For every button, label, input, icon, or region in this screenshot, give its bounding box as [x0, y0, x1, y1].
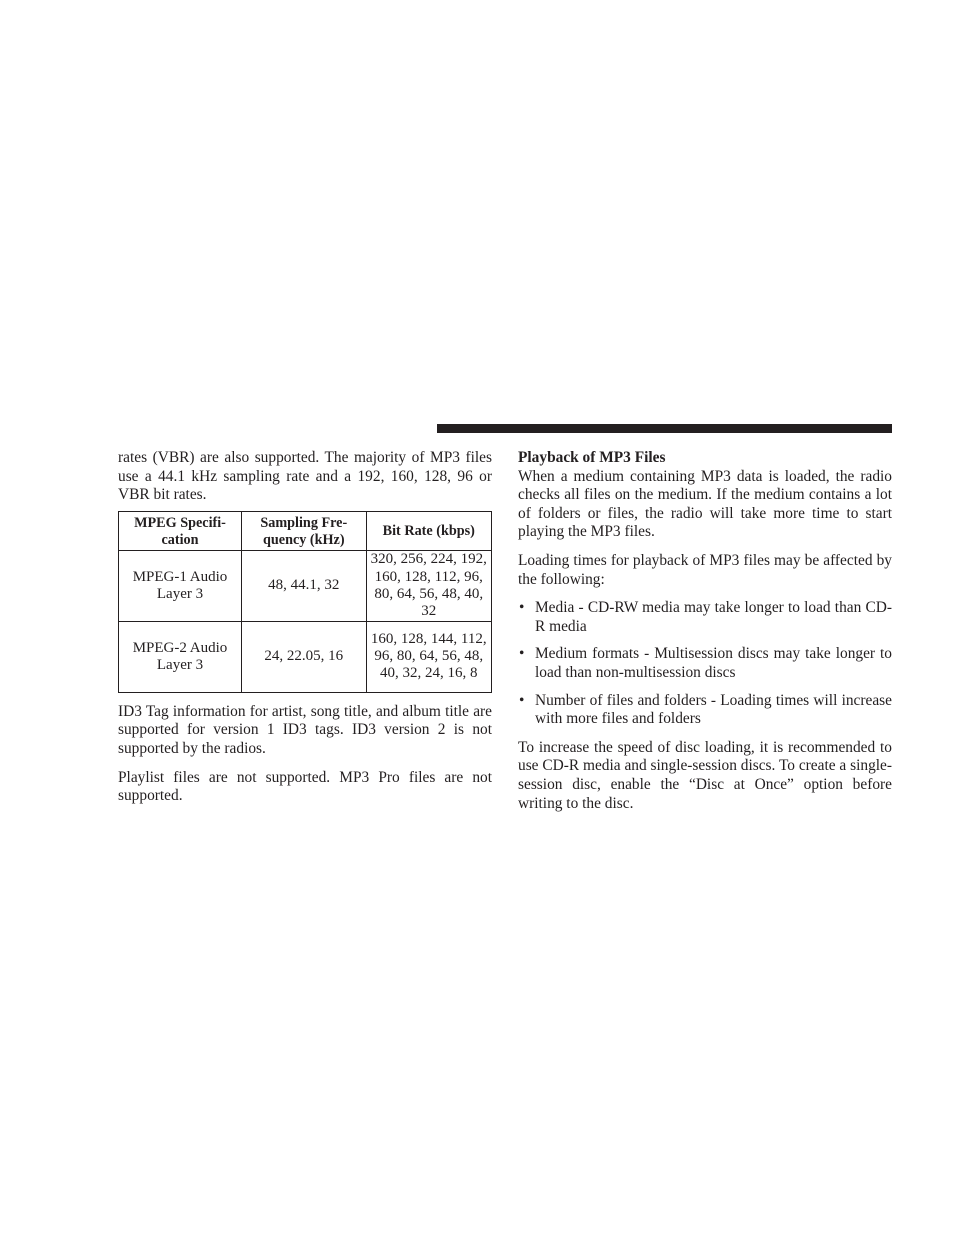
left-column [118, 449, 492, 816]
cell-spec: MPEG-2 Audio Layer 3 [119, 621, 242, 692]
bullet-icon: • [519, 691, 525, 709]
right-column [518, 449, 892, 823]
playlist-paragraph: Playlist files are not supported. MP3 Pro files are not supported. [118, 768, 492, 805]
disc-loading-tip-paragraph: To increase the speed of disc loading, it is recommended to use CD-R media and single-session discs. To create a single-session disc, enable the “Disc at Once” option before writing to the disc. [518, 738, 892, 812]
id3-tag-paragraph: ID3 Tag information for artist, song title, and album title are supported for version 1 ID3 tags. ID3 version 2 is not supported by the radios. [118, 702, 492, 757]
list-item-text: Media - CD-RW media may take longer to load than CD-R media [535, 599, 892, 635]
list-item-text: Number of files and folders - Loading times will increase with more files and folders [535, 691, 892, 728]
list-item-text: Medium formats - Multisession discs may take longer to load than non-multisession discs [535, 645, 892, 681]
loading-factors-list [518, 599, 892, 729]
affected-by-paragraph: Loading times for playback of MP3 files may be affected by the following: [518, 551, 892, 588]
header-mpeg-specification: MPEG Specifi- cation [119, 511, 242, 550]
section-rule-bar [437, 424, 892, 433]
cell-bit-rate: 320, 256, 224, 192, 160, 128, 112, 96, 80, 64, 56, 48, 40, 32 [366, 550, 491, 621]
mp3-spec-table [118, 511, 492, 693]
header-sampling-frequency: Sampling Fre- quency (kHz) [242, 511, 367, 550]
bullet-icon: • [519, 645, 525, 663]
cell-spec: MPEG-1 Audio Layer 3 [119, 550, 242, 621]
cell-frequency: 24, 22.05, 16 [242, 621, 367, 692]
list-item [518, 645, 892, 682]
section-heading: Playback of MP3 Files [518, 449, 666, 466]
cell-frequency: 48, 44.1, 32 [242, 550, 367, 621]
table-row [119, 621, 492, 692]
list-item [518, 599, 892, 636]
loading-paragraph: When a medium containing MP3 data is loaded, the radio checks all files on the medium. If the medium contains a lot of folders or files, the radio will take more time to start playing the MP3 files. [518, 467, 892, 541]
intro-paragraph: rates (VBR) are also supported. The majority of MP3 files use a 44.1 kHz sampling rate and a 192, 160, 128, 96 or VBR bit rates. [118, 449, 492, 504]
table-row [119, 550, 492, 621]
list-item [518, 692, 892, 729]
bullet-icon: • [519, 599, 525, 617]
table-header-row [119, 511, 492, 550]
cell-bit-rate: 160, 128, 144, 112, 96, 80, 64, 56, 48, 40, 32, 24, 16, 8 [366, 621, 491, 692]
header-bit-rate: Bit Rate (kbps) [366, 511, 491, 550]
